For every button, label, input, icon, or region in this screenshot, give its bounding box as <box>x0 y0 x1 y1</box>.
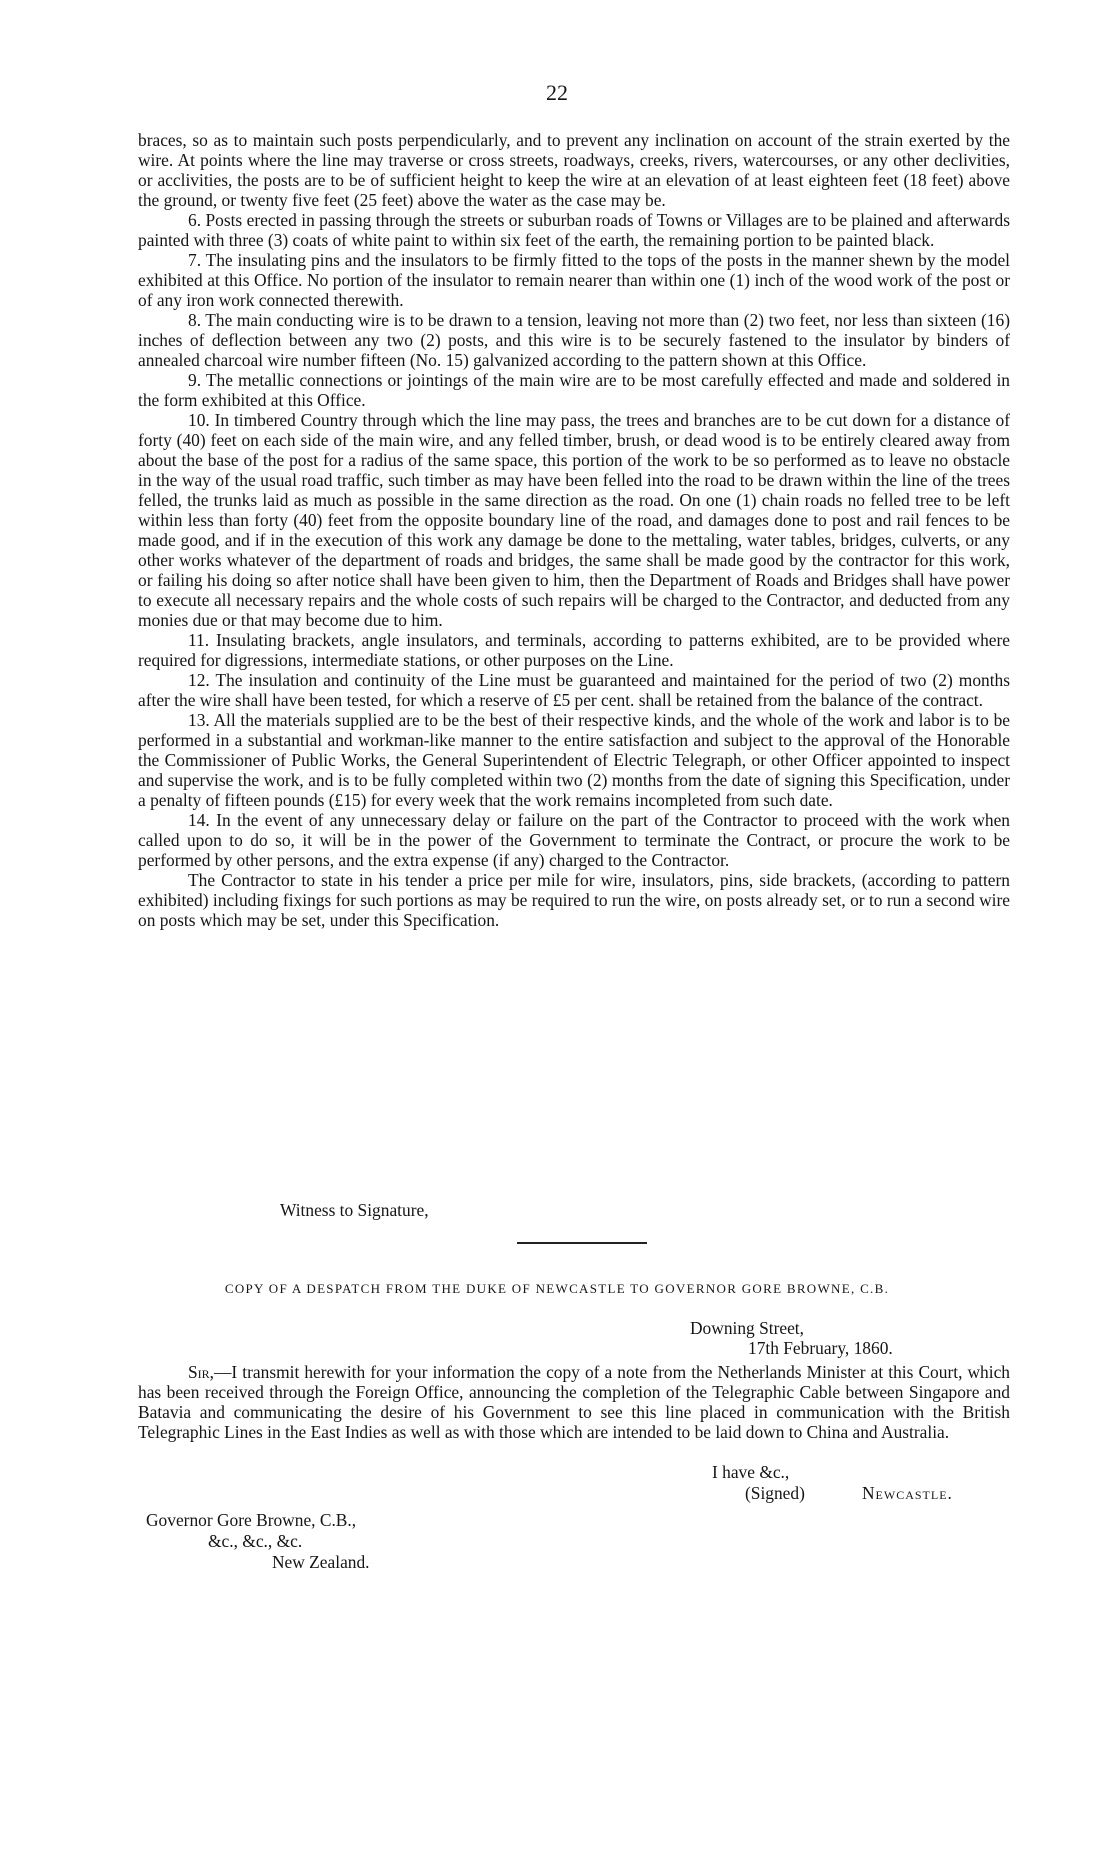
despatch-letter <box>138 1362 1010 1442</box>
signatory-name: Newcastle. <box>862 1483 953 1503</box>
paragraph-10: 10. In timbered Country through which the line may pass, the trees and branches are to be cut down for a distance of forty (40) feet on each side of the main wire, and any felled timber, brush, or dead wood is to be entirely cleared away from about the base of the post for a radius of the same space, this portion of the work to be so performed as to leave no obstacle in the way of the usual road traffic, such timber as may have been felled into the road to be drawn within the line of the trees felled, the trunks laid as much as possible in the same direction as the road. On one (1) chain roads no felled tree to be left within less than forty (40) feet from the opposite boundary line of the road, and damages done to post and rail fences to be made good, and if in the execution of this work any damage be done to the mettaling, water tables, bridges, culverts, or any other works whatever of the department of roads and bridges, the same shall be made good by the contractor for this work, or failing his doing so after notice shall have been given to him, then the Department of Roads and Bridges shall have power to execute all necessary repairs and the whole costs of such repairs will be charged to the Contractor, and deducted from any monies due or that may become due to him. <box>138 410 1010 630</box>
paragraph-8: 8. The main conducting wire is to be drawn to a tension, leaving not more than (2) two feet, nor less than sixteen (16) inches of deflection between any two (2) posts, and this wire is to be securely fastened to the insulator by binders of annealed charcoal wire number fifteen (No. 15) galvanized according to the pattern shown at this Office. <box>138 310 1010 370</box>
paragraph-6: 6. Posts erected in passing through the streets or suburban roads of Towns or Villages are to be plained and afterwards painted with three (3) coats of white paint to within six feet of the earth, the remaining portion to be painted black. <box>138 210 1010 250</box>
paragraph-braces: braces, so as to maintain such posts perpendicularly, and to prevent any inclination on account of the strain exerted by the wire. At points where the line may traverse or cross streets, roadways, creeks, rivers, watercourses, or any other declivities, or acclivities, the posts are to be of sufficient height to keep the wire at an elevation of at least eighteen feet (18 feet) above the ground, or twenty five feet (25 feet) above the water as the case may be. <box>138 130 1010 210</box>
paragraph-14: 14. In the event of any unnecessary delay or failure on the part of the Contractor to proceed with the work when called upon to do so, it will be in the power of the Government to terminate the Contract, or procure the work to be performed by other persons, and the extra expense (if any) charged to the Contractor. <box>138 810 1010 870</box>
recipient-location: New Zealand. <box>272 1552 370 1572</box>
witness-signature-line: Witness to Signature, <box>280 1200 429 1220</box>
specification-text <box>138 130 1010 930</box>
recipient-etc: &c., &c., &c. <box>208 1531 303 1551</box>
letter-body: —I transmit herewith for your information the copy of a note from the Netherlands Minister at this Court, which has been received through the Foreign Office, announcing the completion of the Telegraphic Cable between Singapore and Batavia and communicating the desire of his Government to see this line placed in communication with the British Telegraphic Lines in the East Indies as well as with those which are intended to be laid down to China and Australia. <box>138 1362 1010 1442</box>
recipient-name: Governor Gore Browne, C.B., <box>146 1510 357 1530</box>
paragraph-7: 7. The insulating pins and the insulators to be firmly fitted to the tops of the posts in the manner shewn by the model exhibited at this Office. No portion of the insulator to remain nearer than within one (1) inch of the wood work of the post or of any iron work connected therewith. <box>138 250 1010 310</box>
paragraph-9: 9. The metallic connections or jointings of the main wire are to be most carefully effected and made and soldered in the form exhibited at this Office. <box>138 370 1010 410</box>
paragraph-13: 13. All the materials supplied are to be the best of their respective kinds, and the whole of the work and labor is to be performed in a substantial and workman-like manner to the entire satisfaction and subject to the approval of the Honorable the Commissioner of Public Works, the General Superintendent of Electric Telegraph, or other Officer appointed to inspect and supervise the work, and is to be fully completed within two (2) months from the date of signing this Specification, under a penalty of fifteen pounds (£15) for every week that the work remains incompleted from such date. <box>138 710 1010 810</box>
despatch-heading: COPY OF A DESPATCH FROM THE DUKE OF NEWCASTLE TO GOVERNOR GORE BROWNE, C.B. <box>224 1281 890 1296</box>
page-number: 22 <box>546 80 568 105</box>
section-divider <box>517 1242 647 1244</box>
paragraph-contractor-tender: The Contractor to state in his tender a price per mile for wire, insulators, pins, side brackets, (according to pattern exhibited) including fixings for such portions as may be required to run the wire, on posts already set, or to run a second wire on posts which may be set, under this Specification. <box>138 870 1010 930</box>
address-date: 17th February, 1860. <box>748 1338 893 1358</box>
paragraph-12: 12. The insulation and continuity of the Line must be guaranteed and maintained for the period of two (2) months after the wire shall have been tested, for which a reserve of £5 per cent. shall be retained from the balance of the contract. <box>138 670 1010 710</box>
signed-label: (Signed) <box>745 1483 805 1503</box>
address-street: Downing Street, <box>690 1318 804 1338</box>
closing: I have &c., <box>712 1462 790 1482</box>
paragraph-11: 11. Insulating brackets, angle insulators, and terminals, according to patterns exhibited, are to be provided where required for digressions, intermediate stations, or other purposes on the Line. <box>138 630 1010 670</box>
salutation: Sir, <box>188 1362 215 1382</box>
